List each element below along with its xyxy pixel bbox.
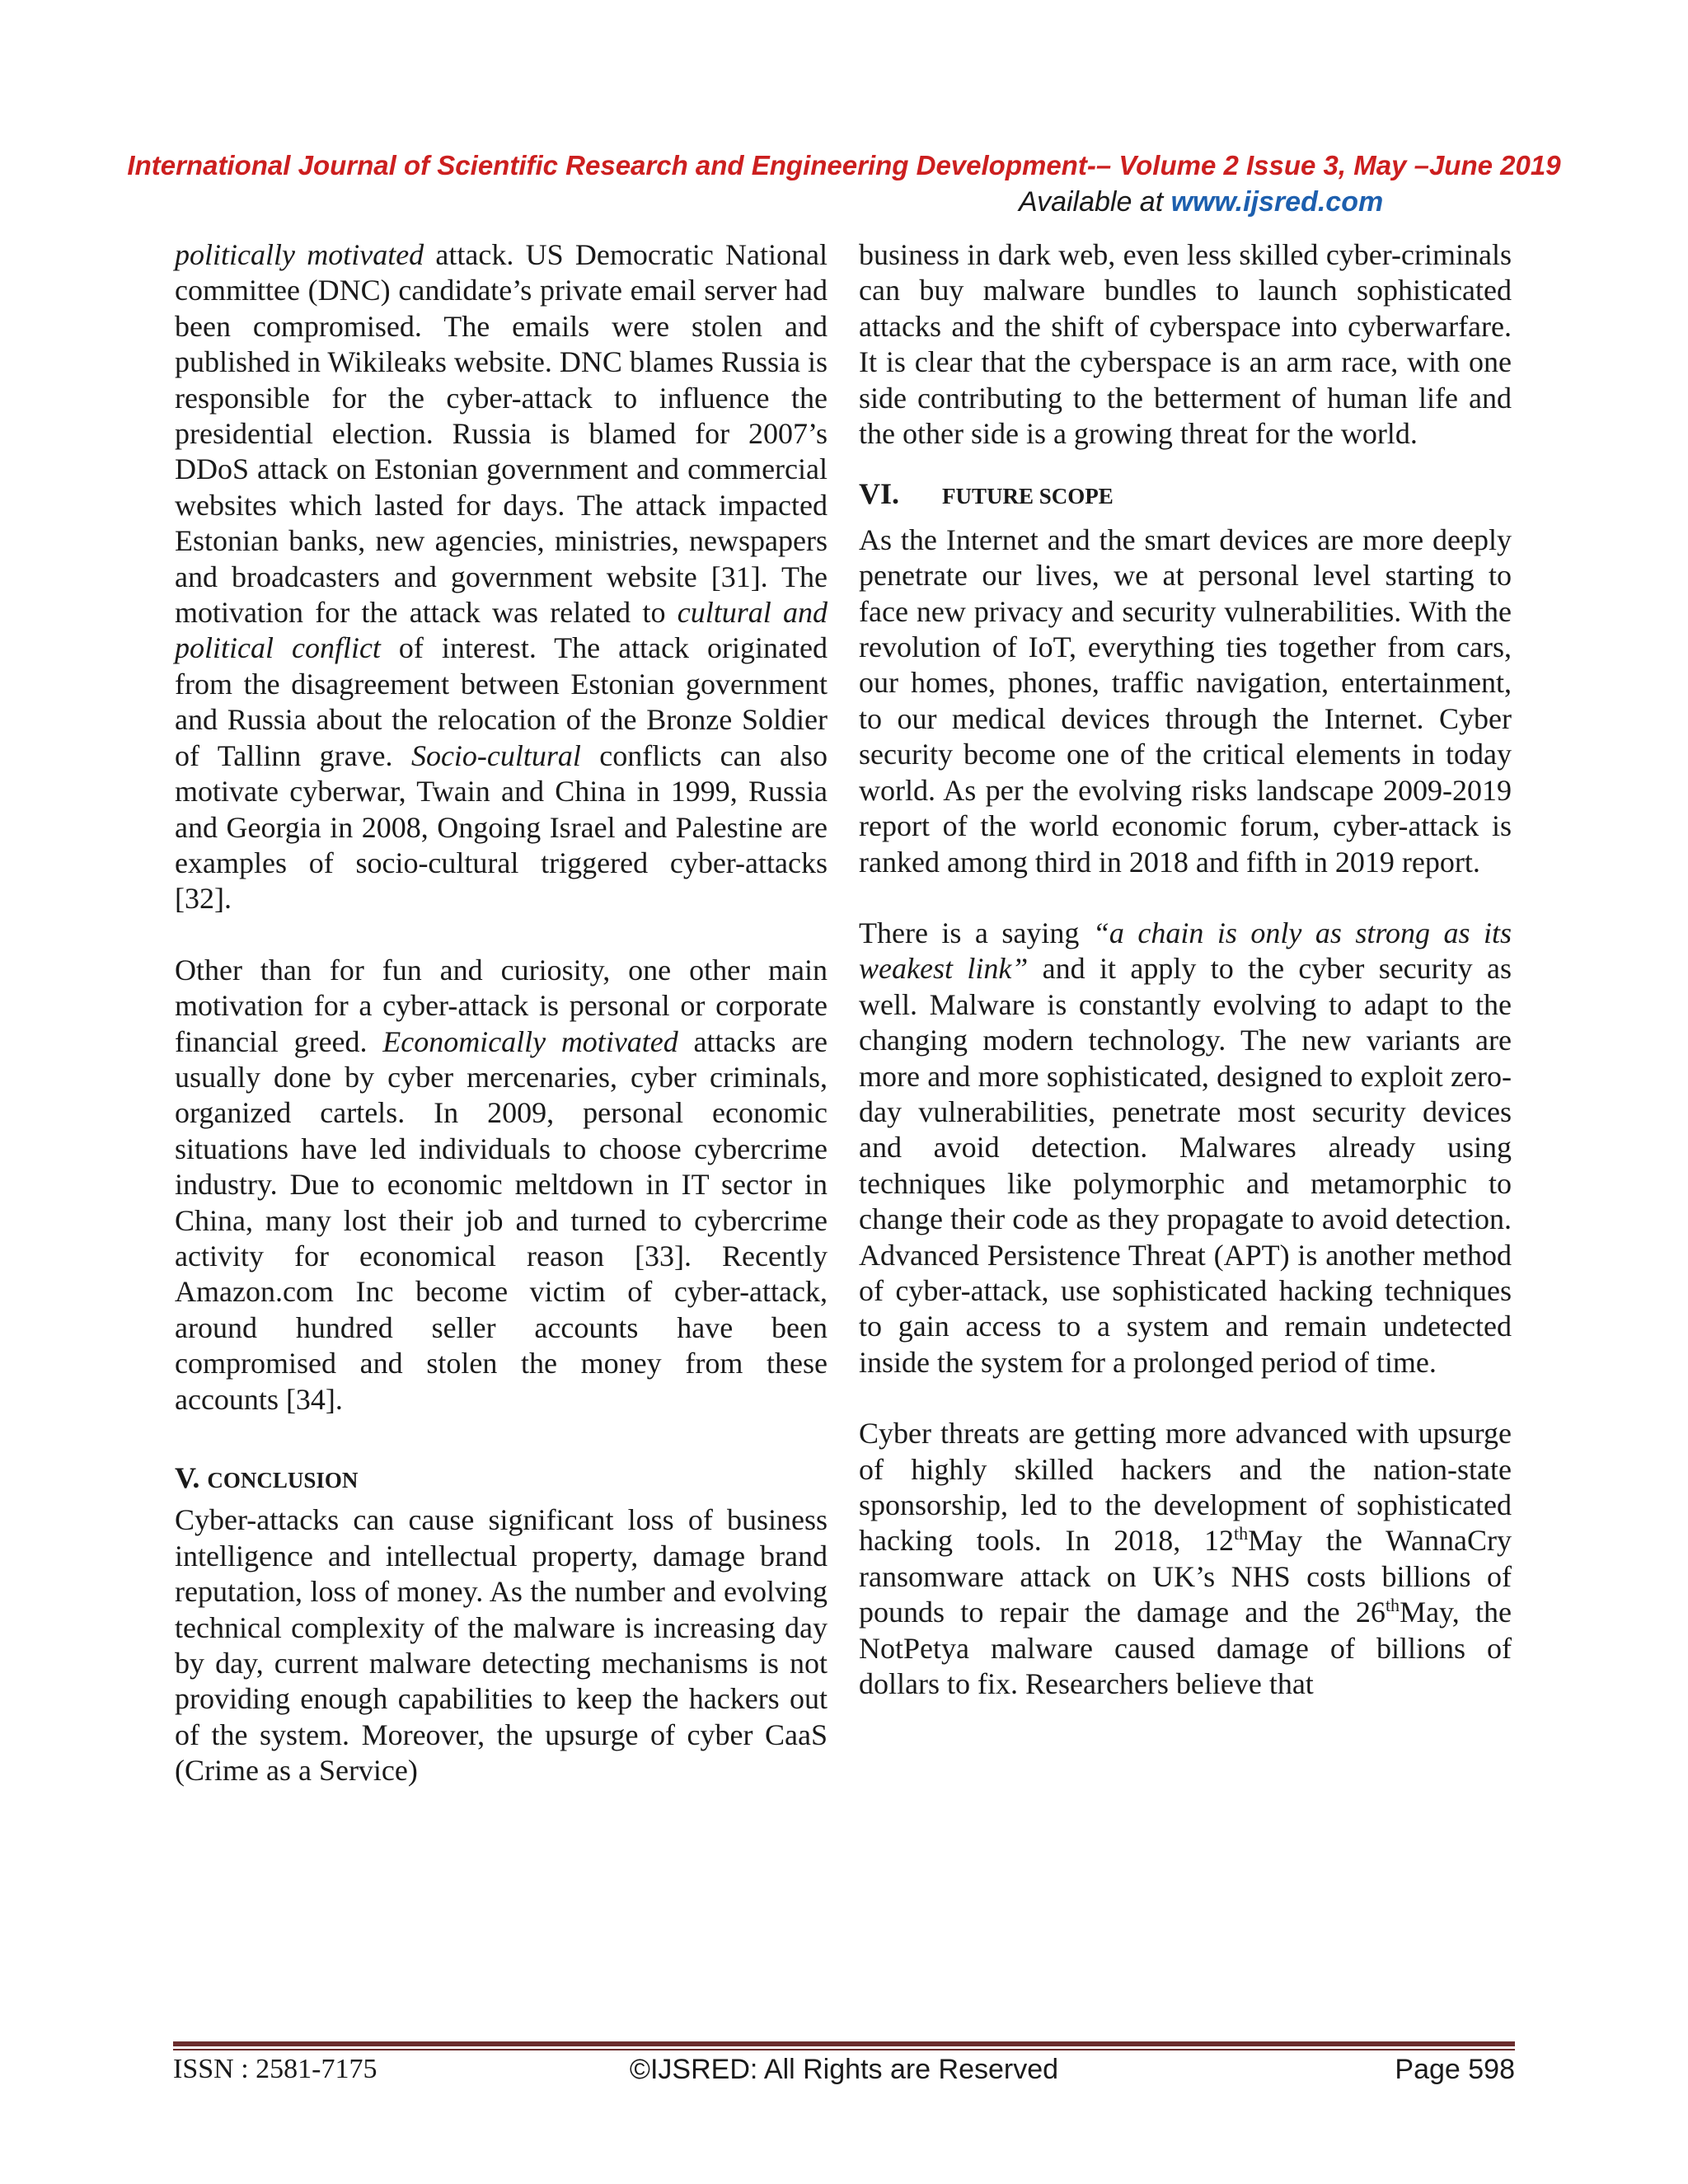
- text-run: May, the NotPetya malware caused damage of billions of dollars to fix. Researchers believe that: [859, 1596, 1512, 1701]
- footer-issn: ISSN : 2581-7175: [173, 2054, 377, 2084]
- available-prefix: Available at: [1019, 186, 1171, 218]
- right-column: [859, 237, 1512, 1702]
- page-footer: [173, 2054, 1515, 2095]
- paragraph: As the Internet and the smart devices are more deeply penetrate our lives, we at personal level starting to face new privacy and security vulnerabilities. With the revolution of IoT, everything ties together from cars, our homes, phones, traffic navigation, entertainment, to our medical devices through the Internet. Cyber security become one of the critical elements in today world. As per the evolving risks landscape 2009-2019 report of the world economic forum, cyber-attack is ranked among third in 2018 and fifth in 2019 report.: [859, 523, 1512, 879]
- italic-phrase: Socio-cultural: [410, 738, 581, 772]
- journal-url[interactable]: www.ijsred.com: [1170, 186, 1384, 218]
- paragraph: [859, 916, 1512, 1380]
- text-run: and it apply to the cyber security as well. Malware is constantly evolving to adapt to the changing modern technology. The new variants are more and more sophisticated, designed to exploit zero-day vulnerabilities, penetrate most security devices and avoid detection. Malwares already using techniques like polymorphic and metamorphic to change their code as they propagate to avoid detection. Advanced Persistence Threat (APT) is another method of cyber-attack, use sophisticated hacking techniques to gain access to a system and remain undetected inside the system for a prolonged period of time.: [859, 952, 1512, 1379]
- text-run: attacks are usually done by cyber mercenaries, cyber criminals, organized cartels. In 2009, personal economic situations have led individuals to choose cybercrime industry. Due to economic meltdown in IT sector in China, many lost their job and turned to cybercrime activity for economical reason [33]. Recently Amazon.com Inc become victim of cyber-attack, around hundred seller accounts have been compromised and stolen the money from these accounts [34].: [175, 1024, 828, 1416]
- text-run: of interest. The attack originated from the disagreement between Estonian government and Russia about the relocation of the Bronze Soldier of Tallinn grave.: [175, 631, 828, 772]
- section-title: CONCLUSION: [207, 1468, 359, 1493]
- section-title: FUTURE SCOPE: [942, 484, 1114, 509]
- text-run: Cyber threats are getting more advanced with upsurge of highly skilled hackers and the nation-state sponsorship, led to the development of sophisticated hacking tools. In 2018, 12: [859, 1417, 1512, 1558]
- paragraph: Cyber-attacks can cause significant loss of business intelligence and intellectual property, damage brand reputation, loss of money. As the number and evolving technical complexity of the malware is increasing day by day, current malware detecting mechanisms is not providing enough capabilities to keep the hackers out of the system. Moreover, the upsurge of cyber CaaS (Crime as a Service): [175, 1503, 828, 1788]
- section-number: V.: [175, 1461, 200, 1494]
- journal-header: International Journal of Scientific Research and Engineering Development-– Volume 2 Issue 3, May –June 2019: [127, 150, 1561, 180]
- text-run: attack. US Democratic National committee (DNC) candidate’s private email server had been compromised. The emails were stolen and published in Wikileaks website. DNC blames Russia is responsible for the cyber-attack to influence the presidential election. Russia is blamed for 2007’s DDoS attack on Estonian government and commercial websites which lasted for days. The attack impacted Estonian banks, new agencies, ministries, newspapers and broadcasters and government website [31]. The motivation for the attack was related to: [175, 238, 828, 630]
- text-run: conflicts can also motivate cyberwar, Twain and China in 1999, Russia and Georgia in 2008, Ongoing Israel and Palestine are examples of socio-cultural triggered cyber-attacks [32].: [175, 738, 828, 916]
- section-heading-future-scope: [859, 476, 1512, 514]
- availability-line: [1019, 186, 1383, 218]
- superscript: th: [1233, 1523, 1249, 1544]
- italic-phrase: cultural and political conflict: [175, 596, 828, 665]
- section-number: VI.: [859, 477, 900, 511]
- superscript: th: [1385, 1595, 1400, 1616]
- italic-phrase: Economically motivated: [382, 1024, 678, 1058]
- paragraph: business in dark web, even less skilled cyber-criminals can buy malware bundles to launch sophisticated attacks and the shift of cyberspace into cyberwarfare. It is clear that the cyberspace is an arm race, with one side contributing to the betterment of human life and the other side is a growing threat for the world.: [859, 238, 1512, 451]
- italic-quote: “a chain is only as strong as its weakest link”: [859, 916, 1512, 986]
- paragraph: [859, 1416, 1512, 1702]
- footer-copyright: ©IJSRED: All Rights are Reserved: [629, 2054, 1059, 2085]
- footer-divider: [173, 2041, 1515, 2046]
- text-run: There is a saying: [859, 916, 1093, 949]
- paragraph: [175, 237, 828, 917]
- footer-page-number: Page 598: [1395, 2054, 1515, 2085]
- left-column: [175, 237, 828, 1789]
- section-heading-conclusion: [175, 1460, 828, 1498]
- italic-phrase: politically motivated: [175, 238, 424, 271]
- text-run: Other than for fun and curiosity, one other main motivation for a cyber-attack is personal or corporate financial greed.: [175, 953, 828, 1058]
- paragraph: [175, 953, 828, 1418]
- footer-divider-thin: [173, 2049, 1515, 2050]
- text-run: May the WannaCry ransomware attack on UK’s NHS costs billions of pounds to repair the damage and the 26: [859, 1524, 1512, 1629]
